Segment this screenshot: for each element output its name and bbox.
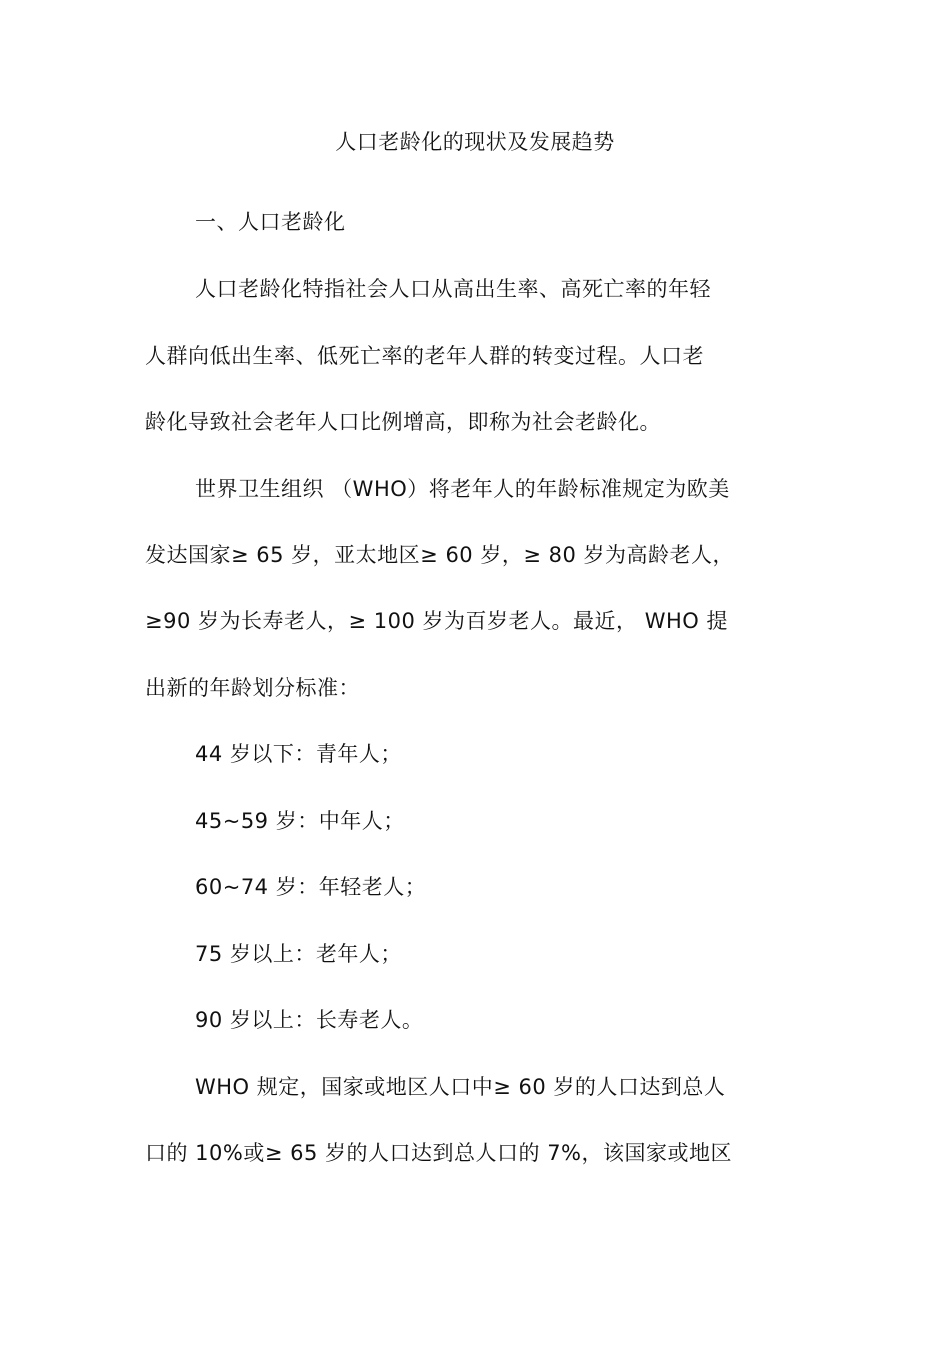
paragraph-line: 人口老龄化特指社会人口从高出生率、高死亡率的年轻 bbox=[195, 277, 711, 301]
paragraph-line: 人群向低出生率、低死亡率的老年人群的转变过程。人口老 bbox=[145, 344, 704, 368]
paragraph-line: 出新的年龄划分标准： bbox=[145, 676, 360, 700]
age-category-item: 75 岁以上：老年人； bbox=[195, 942, 402, 966]
age-category-item: 60~74 岁：年轻老人； bbox=[195, 875, 427, 899]
document-title: 人口老龄化的现状及发展趋势 bbox=[335, 130, 615, 154]
paragraph-line: 发达国家≥ 65 岁，亚太地区≥ 60 岁，≥ 80 岁为高龄老人， bbox=[145, 543, 735, 567]
age-category-item: 90 岁以上：长寿老人。 bbox=[195, 1008, 424, 1032]
age-category-item: 44 岁以下：青年人； bbox=[195, 742, 402, 766]
age-category-item: 45~59 岁：中年人； bbox=[195, 809, 405, 833]
section-heading: 一、人口老龄化 bbox=[195, 210, 346, 234]
paragraph-line: 龄化导致社会老年人口比例增高，即称为社会老龄化。 bbox=[145, 410, 661, 434]
paragraph-line: 口的 10%或≥ 65 岁的人口达到总人口的 7%，该国家或地区 bbox=[145, 1141, 733, 1165]
paragraph-line: WHO 规定，国家或地区人口中≥ 60 岁的人口达到总人 bbox=[195, 1075, 726, 1099]
paragraph-line: ≥90 岁为长寿老人，≥ 100 岁为百岁老人。最近， WHO 提 bbox=[145, 609, 728, 633]
paragraph-line: 世界卫生组织 （WHO）将老年人的年龄标准规定为欧美 bbox=[195, 477, 730, 501]
